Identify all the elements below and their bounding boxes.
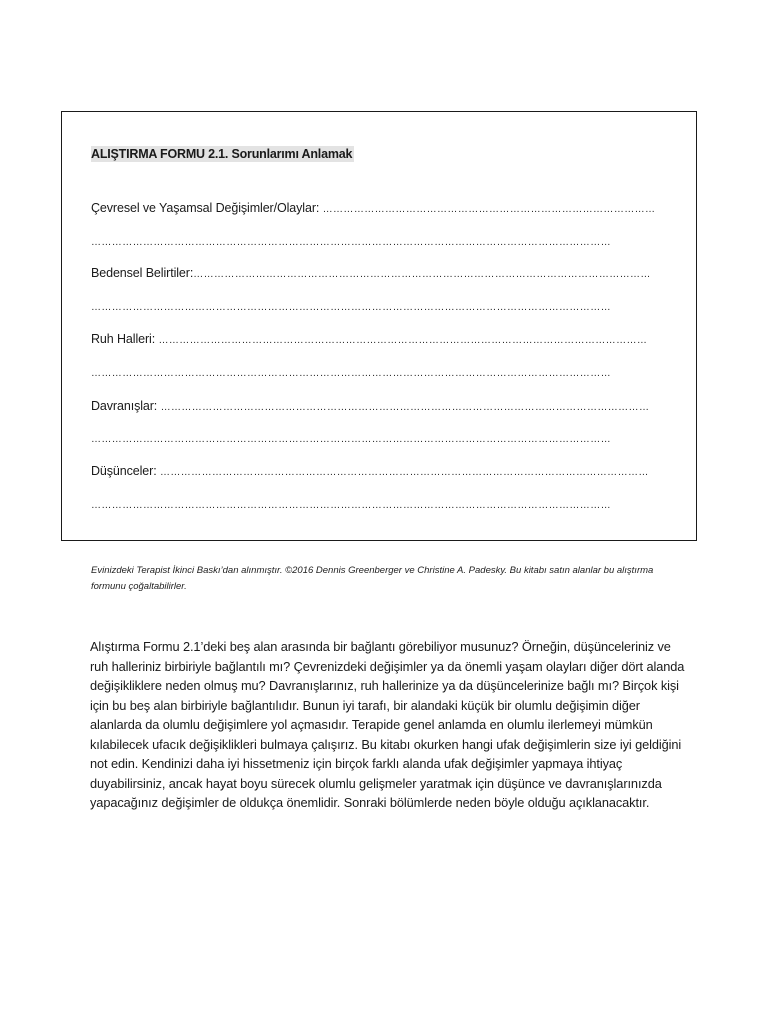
field-label: Ruh Halleri: — [91, 332, 159, 346]
field-environmental-events-continuation[interactable] — [91, 234, 611, 248]
field-label: Bedensel Belirtiler: — [91, 266, 194, 280]
field-dots: …………………………………………………………………………………………………………………………………… — [91, 302, 611, 313]
field-thoughts[interactable] — [91, 464, 649, 478]
field-dots: …………………………………………………………………………………………………………………………………… — [91, 500, 611, 511]
field-physical-symptoms[interactable] — [91, 266, 651, 280]
field-dots: …………………………………………………………………………………………………………………………… — [159, 467, 649, 478]
field-behaviors[interactable] — [91, 399, 649, 413]
field-dots: …………………………………………………………………………………………………………………… — [193, 269, 651, 280]
field-dots: …………………………………………………………………………………………………………………………… — [160, 402, 650, 413]
field-label: Düşünceler: — [91, 464, 160, 478]
field-dots: …………………………………………………………………………………… — [322, 204, 656, 215]
field-label: Davranışlar: — [91, 399, 161, 413]
field-dots: …………………………………………………………………………………………………………………………… — [158, 335, 648, 346]
body-paragraph: Alıştırma Formu 2.1’deki beş alan arasında bir bağlantı görebiliyor musunuz? Örneğin, düşünceleriniz ve ruh halleriniz birbiriyle bağlantılı mı? Çevrenizdeki değişimler ya da önemli yaşam olayları diğer dört alanda değişikliklere neden olmuş mu? Davranışlarınız, ruh hallerinize ya da düşüncelerinize bağlı mı? Birçok kişi için bu beş alan birbiriyle bağlantılıdır. Bunun iyi tarafı, bir alandaki küçük bir olumlu değişimin diğer alanlarda da olumlu değişimlere yol açmasıdır. Terapide genel anlamda en olumlu ilerlemeyi mümkün kılabilecek ufacık değişiklikleri bulmaya çalışırız. Bu kitabı okurken hangi ufak değişimlerin size iyi geldiğini not edin. Kendinizi daha iyi hissetmeniz için birçok farklı alanda ufak değişimler yapmaya ihtiyaç duyabilirsiniz, ancak hayat boyu sürecek olumlu gelişmeler yaratmak için düşünce ve davranışlarınızda yapacağınız değişimler de oldukça önemlidir. Sonraki bölümlerde neden böyle olduğu açıklanacaktır. — [90, 639, 685, 810]
field-moods-continuation[interactable] — [91, 365, 611, 379]
field-environmental-events[interactable] — [91, 201, 655, 215]
field-dots: …………………………………………………………………………………………………………………………………… — [91, 434, 611, 445]
field-moods[interactable] — [91, 332, 647, 346]
field-physical-symptoms-continuation[interactable] — [91, 299, 611, 313]
exercise-form-box — [61, 111, 697, 541]
field-dots: …………………………………………………………………………………………………………………………………… — [91, 237, 611, 248]
form-title: ALIŞTIRMA FORMU 2.1. Sorunlarımı Anlamak — [91, 147, 353, 161]
field-thoughts-continuation[interactable] — [91, 497, 611, 511]
source-caption: Evinizdeki Terapist İkinci Baskı’dan alınmıştır. ©2016 Dennis Greenberger ve Christine A. Padesky. Bu kitabı satın alanlar bu alıştırma formunu çoğaltabilirler. — [91, 565, 654, 592]
field-behaviors-continuation[interactable] — [91, 431, 611, 445]
field-label: Çevresel ve Yaşamsal Değişimler/Olaylar: — [91, 201, 323, 215]
field-dots: …………………………………………………………………………………………………………………………………… — [91, 368, 611, 379]
